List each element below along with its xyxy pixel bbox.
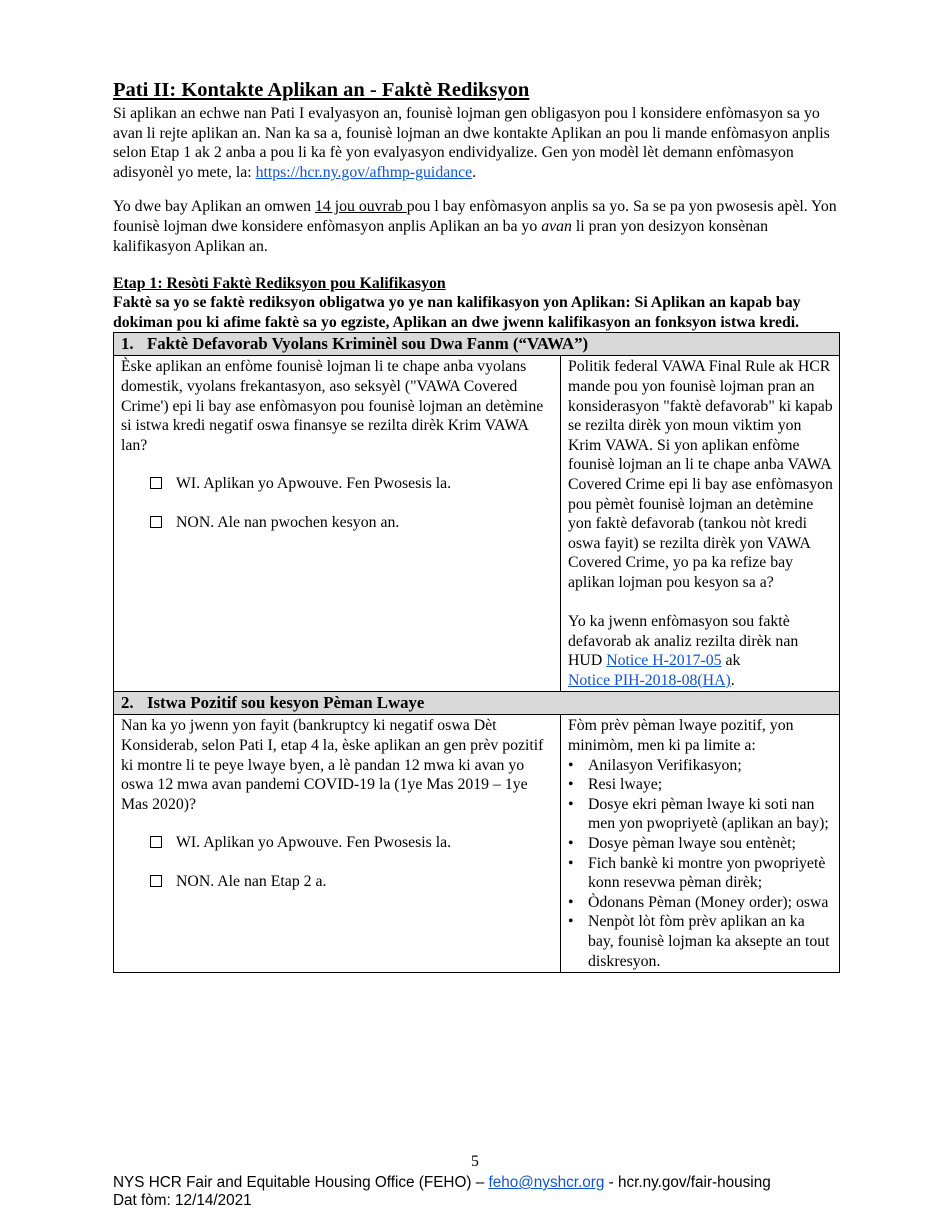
list-item-text: Nenpòt lòt fòm prèv aplikan an ka bay, founisè lojman ka aksepte an tout diskresyon.	[588, 913, 830, 970]
mitigating-factors-table	[113, 332, 840, 973]
section-title: Pati II: Kontakte Aplikan an - Faktè Rediksyon	[113, 79, 530, 101]
row2-body	[114, 715, 840, 973]
list-item	[568, 854, 834, 893]
row1-heading: Faktè Defavorab Vyolans Kriminèl sou Dwa Fanm (“VAWA”)	[147, 334, 589, 354]
row1-and: ak	[721, 652, 741, 670]
row1-info-cell	[561, 356, 840, 692]
bullet-icon: •	[568, 893, 574, 911]
bullet-icon: •	[568, 756, 574, 774]
row2-heading: Istwa Pozitif sou kesyon Pèman Lwaye	[147, 693, 425, 713]
bullet-icon: •	[568, 913, 574, 931]
deadline-days: 14 jou ouvrab	[314, 198, 407, 216]
step1-title: Etap 1: Resòti Faktè Rediksyon pou Kalifikasyon	[113, 275, 446, 293]
row2-heading-cell	[114, 692, 840, 715]
list-item	[568, 795, 834, 834]
row1-question-cell	[114, 356, 561, 692]
row1-option-yes[interactable]	[121, 474, 555, 494]
row2-option-yes[interactable]	[121, 833, 555, 853]
proof-list	[568, 756, 834, 972]
row2-option-yes-label: WI. Aplikan yo Apwouve. Fen Pwosesis la.	[176, 834, 452, 852]
intro-text: Si aplikan an echwe nan Pati I evalyasyon an, founisè lojman gen obligasyon pou l konsidere enfòmasyon sa yo avan li rejte aplikan an. Nan ka sa a, founisè lojman an dwe kontakte Aplikan an pou li mande enfòmasyon anplis selon Etap 1 ak 2 anba a pou li ka fè yon evalyasyon endividyalize. Gen yon modèl lèt demann enfòmasyon adisyonèl yo mete, la:	[113, 105, 830, 181]
list-item	[568, 756, 834, 776]
checkbox-icon[interactable]	[150, 516, 162, 528]
footer-site: - hcr.ny.gov/fair-housing	[604, 1174, 771, 1191]
list-item-text: Dosye ekri pèman lwaye ki soti nan men yon pwopriyetè (aplikan an bay);	[588, 795, 829, 833]
row1-option-no[interactable]	[121, 513, 555, 533]
list-item	[568, 912, 834, 971]
row1-option-no-label: NON. Ale nan pwochen kesyon an.	[176, 513, 400, 531]
notice-h-2017-05-link[interactable]: Notice H-2017-05	[606, 652, 722, 670]
afhmp-guidance-link[interactable]: https://hcr.ny.gov/afhmp-guidance	[255, 163, 473, 181]
deadline-italic: avan	[541, 217, 572, 235]
row1-heading-cell	[114, 333, 840, 356]
deadline-text-b: pou l bay enfòmasyon anplis sa yo. Sa se pa yon pwosesis apèl. Yon founisè lojman dwe konsidere enfòmasyon anplis Aplikan an ba yo	[113, 198, 837, 235]
bullet-icon: •	[568, 776, 574, 794]
row1-info-text2: Yo ka jwenn enfòmasyon sou faktè defavorab ak analiz rezilta dirèk nan HUD	[568, 613, 799, 670]
list-item	[568, 834, 834, 854]
row2-number: 2.	[121, 693, 134, 713]
list-item-text: Dosye pèman lwaye sou entènèt;	[588, 835, 796, 852]
notice-pih-2018-08-link[interactable]: Notice PIH-2018-08(HA)	[568, 671, 731, 689]
row1-body	[114, 356, 840, 692]
deadline-paragraph	[113, 197, 839, 256]
bullet-icon: •	[568, 835, 574, 852]
row2-info-cell	[561, 715, 840, 973]
bullet-icon: •	[568, 854, 574, 872]
row1-info-links	[568, 612, 834, 690]
footer-date: Dat fòm: 12/14/2021	[113, 1192, 252, 1209]
row1-info-text: Politik federal VAWA Final Rule ak HCR mande pou yon founisè lojman pran an konsiderasyon "faktè defavorab" ki kapab se rezilta dirèk yon moun viktim yon Krim VAWA. Si yon aplikan enfòme founisè lojman an li te chape anba VAWA Covered Crime epi li bay ase enfòmasyon pou pèmèt founisè lojman an detèmine yon faktè defavorab (tankou nòt kredi oswa fayit) se rezilta dirèk yon VAWA Covered Crime, yo pa ka refize bay aplikan lojman pou kesyon sa a?	[568, 358, 833, 591]
row1-number: 1.	[121, 334, 134, 354]
list-item-text: Anilasyon Verifikasyon;	[588, 756, 742, 774]
list-item-text: Òdonans Pèman (Money order); oswa	[588, 893, 829, 911]
footer-line1	[113, 1174, 771, 1192]
list-item-text: Fich bankè ki montre yon pwopriyetè konn resevwa pèman dirèk;	[588, 854, 826, 892]
deadline-text-a: Yo dwe bay Aplikan an omwen	[113, 198, 315, 216]
checkbox-icon[interactable]	[150, 836, 162, 848]
row2-info-intro: Fòm prèv pèman lwaye pozitif, yon minimòm, men ki pa limite a:	[568, 717, 794, 755]
intro-end: .	[472, 163, 477, 181]
page-number: 5	[471, 1153, 479, 1170]
list-item-text: Resi lwaye;	[588, 776, 663, 794]
list-item	[568, 893, 834, 913]
row2-question-cell	[114, 715, 561, 973]
deadline-text-c: li pran yon desizyon konsènan kalifikasyon Aplikan an.	[113, 217, 769, 255]
intro-paragraph	[113, 104, 839, 182]
row1-header	[114, 333, 840, 356]
row1-option-yes-label: WI. Aplikan yo Apwouve. Fen Pwosesis la.	[176, 475, 452, 493]
row1-end: .	[730, 671, 735, 689]
row2-header	[114, 692, 840, 715]
row2-question: Nan ka yo jwenn yon fayit (bankruptcy ki negatif oswa Dèt Konsiderab, selon Pati I, etap 4 la, èske aplikan an gen prèv pozitif ki montre li te peye lwaye byen, a lè pandan 12 mwa ki avan yo oswa 12 mwa avan pandemi COVID-19 la (1ye Mas 2019 – 1ye Mas 2020)?	[121, 717, 544, 813]
checkbox-icon[interactable]	[150, 875, 162, 887]
checkbox-icon[interactable]	[150, 477, 162, 489]
footer	[113, 1174, 771, 1210]
row1-question: Èske aplikan an enfòme founisè lojman li te chape anba vyolans domestik, vyolans frekantasyon, aso seksyèl ("VAWA Covered Crime') epi li bay ase enfòmasyon pou founisè lojman an detèmine si istwa kredi negatif oswa finansye se rezilta dirèk Krim VAWA lan?	[121, 358, 544, 454]
page-content	[113, 78, 839, 973]
step1-description: Faktè sa yo se faktè rediksyon obligatwa yo ye nan kalifikasyon yon Aplikan: Si Aplikan an kapab bay dokiman pou ki afime faktè sa yo egziste, Aplikan an dwe jwenn kalifikasyon an fonksyon istwa kredi.	[113, 294, 801, 331]
feho-email-link[interactable]: feho@nyshcr.org	[488, 1174, 605, 1191]
row2-option-no-label: NON. Ale nan Etap 2 a.	[176, 873, 327, 890]
bullet-icon: •	[568, 795, 574, 813]
footer-office: NYS HCR Fair and Equitable Housing Office (FEHO) –	[113, 1174, 489, 1191]
list-item	[568, 775, 834, 795]
row2-option-no[interactable]	[121, 872, 555, 892]
